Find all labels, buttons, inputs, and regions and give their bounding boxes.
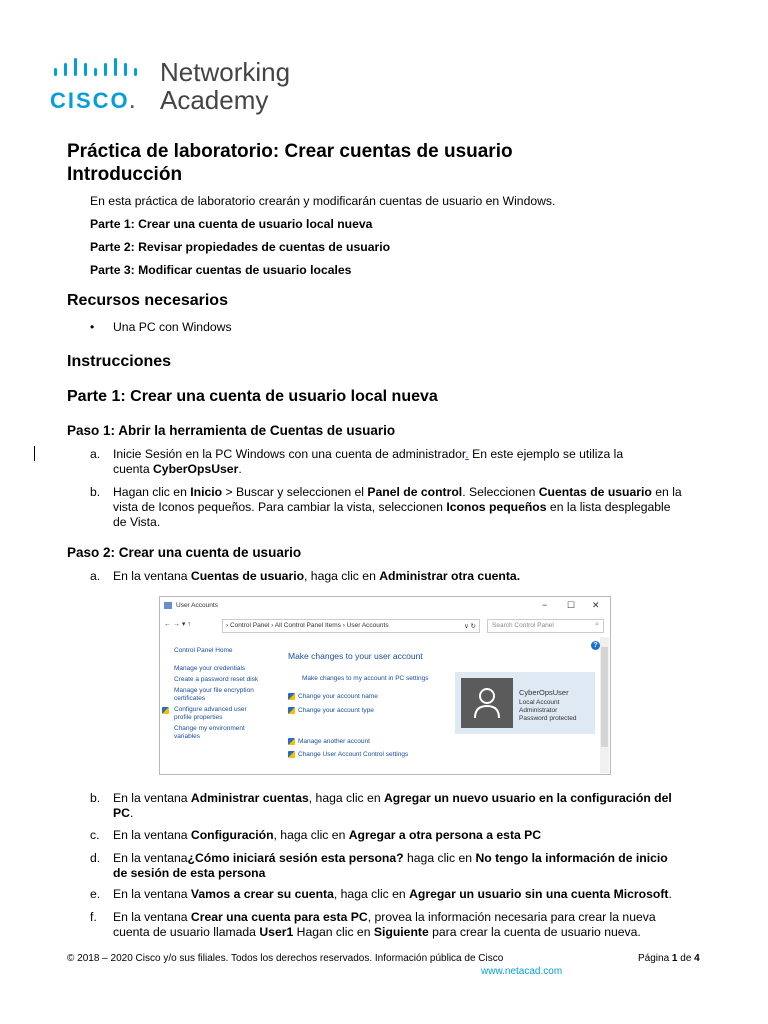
step2-a-text: En la ventana Cuentas de usuario, haga clic en Administrar otra cuenta.: [113, 569, 521, 583]
intro-text: En esta práctica de laboratorio crearán y modificarán cuentas de usuario en Windows.: [90, 194, 556, 208]
cisco-wordmark: CISCO.: [50, 88, 137, 113]
revision-bar: [34, 446, 35, 461]
step2-c-mark: c.: [90, 828, 100, 842]
resource-item: Una PC con Windows: [113, 320, 232, 334]
shield-icon: [162, 707, 169, 714]
step2-c-text: En la ventana Configuración, haga clic en Agregar a otra persona a esta PC: [113, 828, 542, 842]
sidebar-item-home[interactable]: Control Panel Home: [174, 647, 233, 654]
step2-f-text: En la ventana Crear una cuenta para esta PC, provea la información necesaria para crear la nueva cuenta de usuario llamada User1 Hagan clic en Siguiente para crear la cuenta de usuario nueva.: [113, 910, 656, 939]
step1-a-text: Inicie Sesión en la PC Windows con una cuenta de administrador. En este ejemplo se utiliza la cuenta CyberOpsUser.: [113, 447, 624, 476]
change-type-link[interactable]: Change your account type: [288, 707, 374, 714]
window-titlebar: [160, 597, 610, 615]
user-name: CyberOpsUser: [519, 688, 569, 697]
cisco-bars-icon: [52, 58, 152, 80]
sidebar-item-reset-disk[interactable]: Create a password reset disk: [174, 676, 259, 683]
minimize-button[interactable]: −: [542, 600, 548, 610]
step2-b-mark: b.: [90, 791, 101, 805]
step1-b-mark: b.: [90, 485, 101, 499]
sidebar-item-profile[interactable]: Configure advanced user profile properties: [174, 706, 256, 722]
shield-icon: [288, 693, 295, 700]
sidebar-item-encryption[interactable]: Manage your file encryption certificates: [174, 687, 254, 702]
step1-b-text: Hagan clic en Inicio > Buscar y seleccionen el Panel de control. Seleccionen Cuentas de usuario en la vista de Iconos pequeños. Para cambiar la vista, seleccionen Iconos pequeños en la lista desplegable de Vista.: [113, 485, 682, 529]
step2-b-text: En la ventana Administrar cuentas, haga clic en Agregar un nuevo usuario en la configuración del PC.: [113, 791, 672, 820]
step1-a-mark: a.: [90, 447, 101, 461]
step2-e-mark: e.: [90, 887, 101, 901]
address-bar-row: [160, 617, 610, 633]
step2-a-mark: a.: [90, 569, 101, 583]
maximize-button[interactable]: ☐: [567, 600, 576, 610]
step2-heading: Paso 2: Crear una cuenta de usuario: [67, 545, 302, 560]
sidebar: [174, 647, 274, 741]
page-title: Práctica de laboratorio: Crear cuentas de usuario Introducción: [67, 141, 513, 185]
part-3-label: Parte 3: Modificar cuentas de usuario locales: [90, 263, 352, 277]
footer-copyright: © 2018 – 2020 Cisco y/o sus filiales. Todos los derechos reservados. Información pública de Cisco: [67, 953, 504, 964]
networking-academy-logo: Networking Academy: [160, 57, 291, 115]
avatar: [461, 678, 513, 728]
nav-arrows-icon[interactable]: ← → ▾ ↑: [164, 621, 191, 628]
shield-icon: [288, 751, 295, 758]
search-input[interactable]: Search Control Panel ⌕: [487, 619, 604, 633]
footer-url-link[interactable]: www.netacad.com: [481, 966, 563, 977]
part-1-label: Parte 1: Crear una cuenta de usuario local nueva: [90, 217, 373, 231]
user-details: Local Account Administrator Password protected: [519, 699, 577, 722]
address-controls-icon: ∨ ↻: [463, 623, 476, 630]
step2-d-mark: d.: [90, 851, 101, 865]
uac-link[interactable]: Change User Account Control settings: [288, 751, 408, 758]
user-card: [455, 672, 595, 734]
search-icon: ⌕: [595, 621, 599, 628]
step2-e-text: En la ventana Vamos a crear su cuenta, haga clic en Agregar un usuario sin una cuenta Microsoft.: [113, 887, 672, 901]
user-accounts-icon: [164, 602, 172, 609]
part1-heading: Parte 1: Crear una cuenta de usuario local nueva: [67, 388, 438, 405]
address-bar[interactable]: › Control Panel › All Control Panel Items › User Accounts ∨ ↻: [222, 619, 480, 633]
manage-another-link[interactable]: Manage another account: [288, 738, 370, 745]
part-2-label: Parte 2: Revisar propiedades de cuentas de usuario: [90, 240, 391, 254]
instructions-heading: Instrucciones: [67, 353, 172, 370]
close-button[interactable]: ✕: [592, 600, 600, 610]
scrollbar[interactable]: [600, 637, 609, 773]
footer-page: Página 1 de 4: [638, 953, 700, 964]
step1-heading: Paso 1: Abrir la herramienta de Cuentas de usuario: [67, 423, 396, 438]
bullet-icon: •: [90, 320, 95, 334]
shield-icon: [288, 738, 295, 745]
intro-heading: Introducción: [67, 164, 183, 185]
sidebar-item-environment[interactable]: Change my environment variables: [174, 725, 245, 740]
sidebar-item-credentials[interactable]: Manage your credentials: [174, 665, 246, 672]
shield-icon: [288, 707, 295, 714]
step2-f-mark: f.: [90, 910, 97, 924]
resources-heading: Recursos necesarios: [67, 292, 228, 309]
panel-heading: Make changes to your user account: [288, 651, 423, 661]
help-icon[interactable]: ?: [591, 641, 600, 650]
user-icon: [461, 678, 513, 728]
change-name-link[interactable]: Change your account name: [288, 693, 378, 700]
pc-settings-link[interactable]: Make changes to my account in PC settings: [302, 675, 429, 682]
user-accounts-screenshot: [159, 596, 611, 775]
step2-d-text: En la ventana¿Cómo iniciará sesión esta persona? haga clic en No tengo la información de inicio de sesión de esta persona: [113, 851, 668, 880]
window-title: User Accounts: [176, 602, 218, 609]
